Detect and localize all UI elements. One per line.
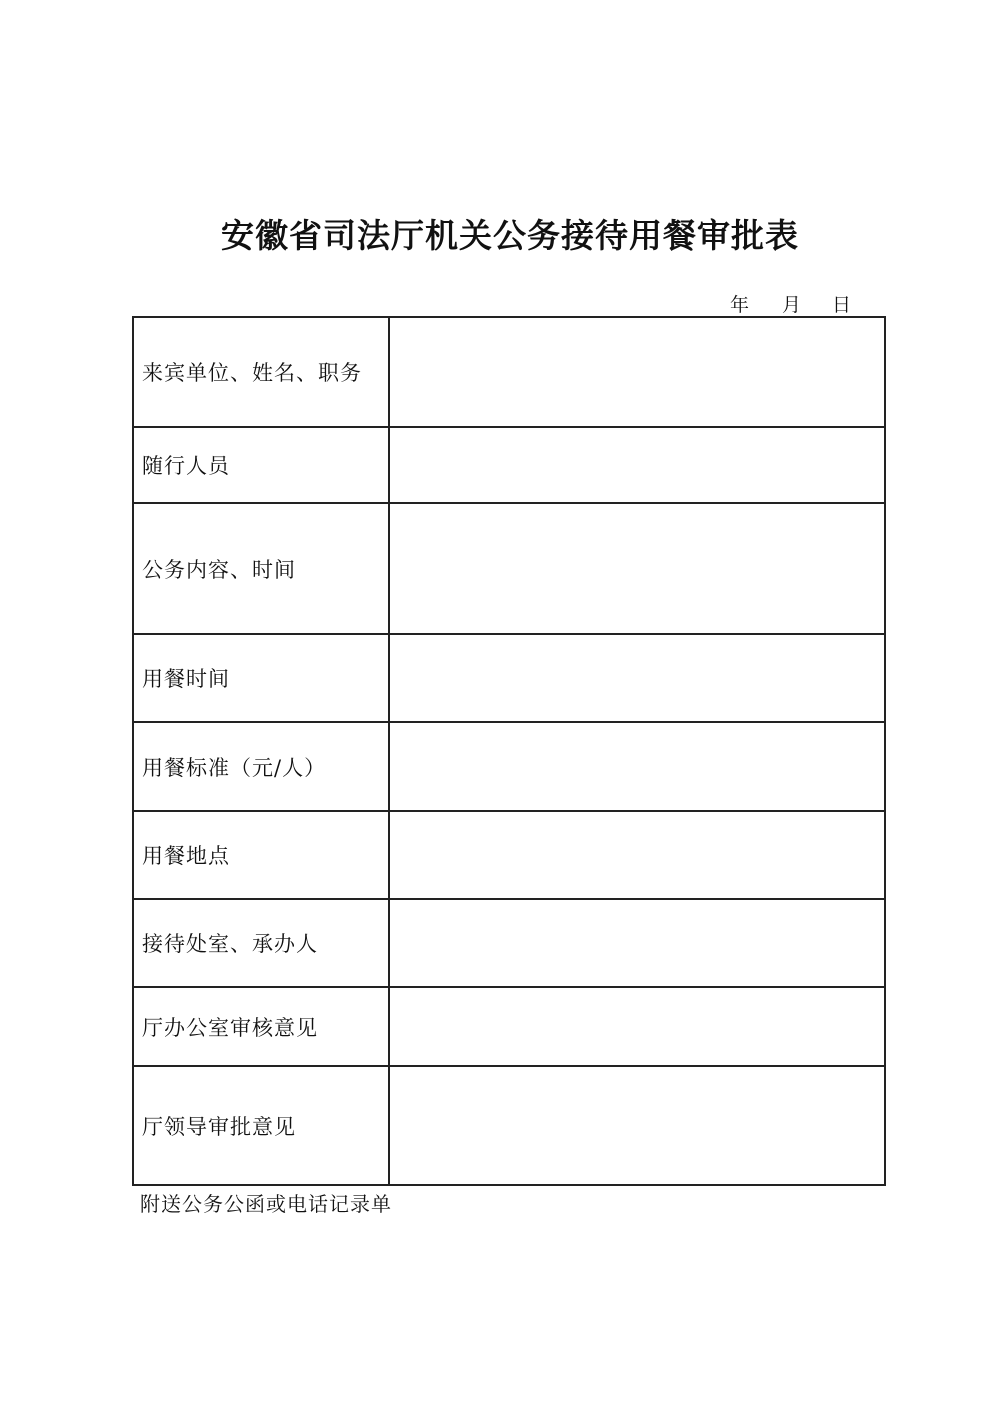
row-value-host-department[interactable]	[389, 899, 885, 987]
row-value-office-review[interactable]	[389, 987, 885, 1066]
row-value-business-content[interactable]	[389, 503, 885, 634]
table-row	[133, 722, 885, 811]
date-line	[700, 288, 880, 318]
row-label-business-content: 公务内容、时间	[133, 503, 389, 634]
row-label-office-review: 厅办公室审核意见	[133, 987, 389, 1066]
date-month-label: 月	[782, 294, 802, 316]
row-label-meal-standard: 用餐标准（元/人）	[133, 722, 389, 811]
row-value-leader-approval[interactable]	[389, 1066, 885, 1185]
date-day-label: 日	[832, 294, 852, 316]
row-value-guest-info[interactable]	[389, 317, 885, 427]
date-year-label: 年	[730, 294, 750, 316]
row-value-meal-standard[interactable]	[389, 722, 885, 811]
row-label-companions: 随行人员	[133, 427, 389, 503]
row-label-meal-location: 用餐地点	[133, 811, 389, 899]
row-value-meal-time[interactable]	[389, 634, 885, 722]
table-row	[133, 427, 885, 503]
row-label-meal-time: 用餐时间	[133, 634, 389, 722]
table-row	[133, 811, 885, 899]
row-label-guest-info: 来宾单位、姓名、职务	[133, 317, 389, 427]
form-title: 安徽省司法厅机关公务接待用餐审批表	[221, 216, 799, 255]
table-row	[133, 1066, 885, 1185]
table-row	[133, 634, 885, 722]
table-row	[133, 503, 885, 634]
row-label-host-department: 接待处室、承办人	[133, 899, 389, 987]
row-value-companions[interactable]	[389, 427, 885, 503]
row-label-leader-approval: 厅领导审批意见	[133, 1066, 389, 1185]
attachment-note: 附送公务公函或电话记录单	[140, 1192, 392, 1216]
table-row	[133, 987, 885, 1066]
row-value-meal-location[interactable]	[389, 811, 885, 899]
table-row	[133, 899, 885, 987]
approval-form-table	[132, 316, 886, 1186]
table-row	[133, 317, 885, 427]
